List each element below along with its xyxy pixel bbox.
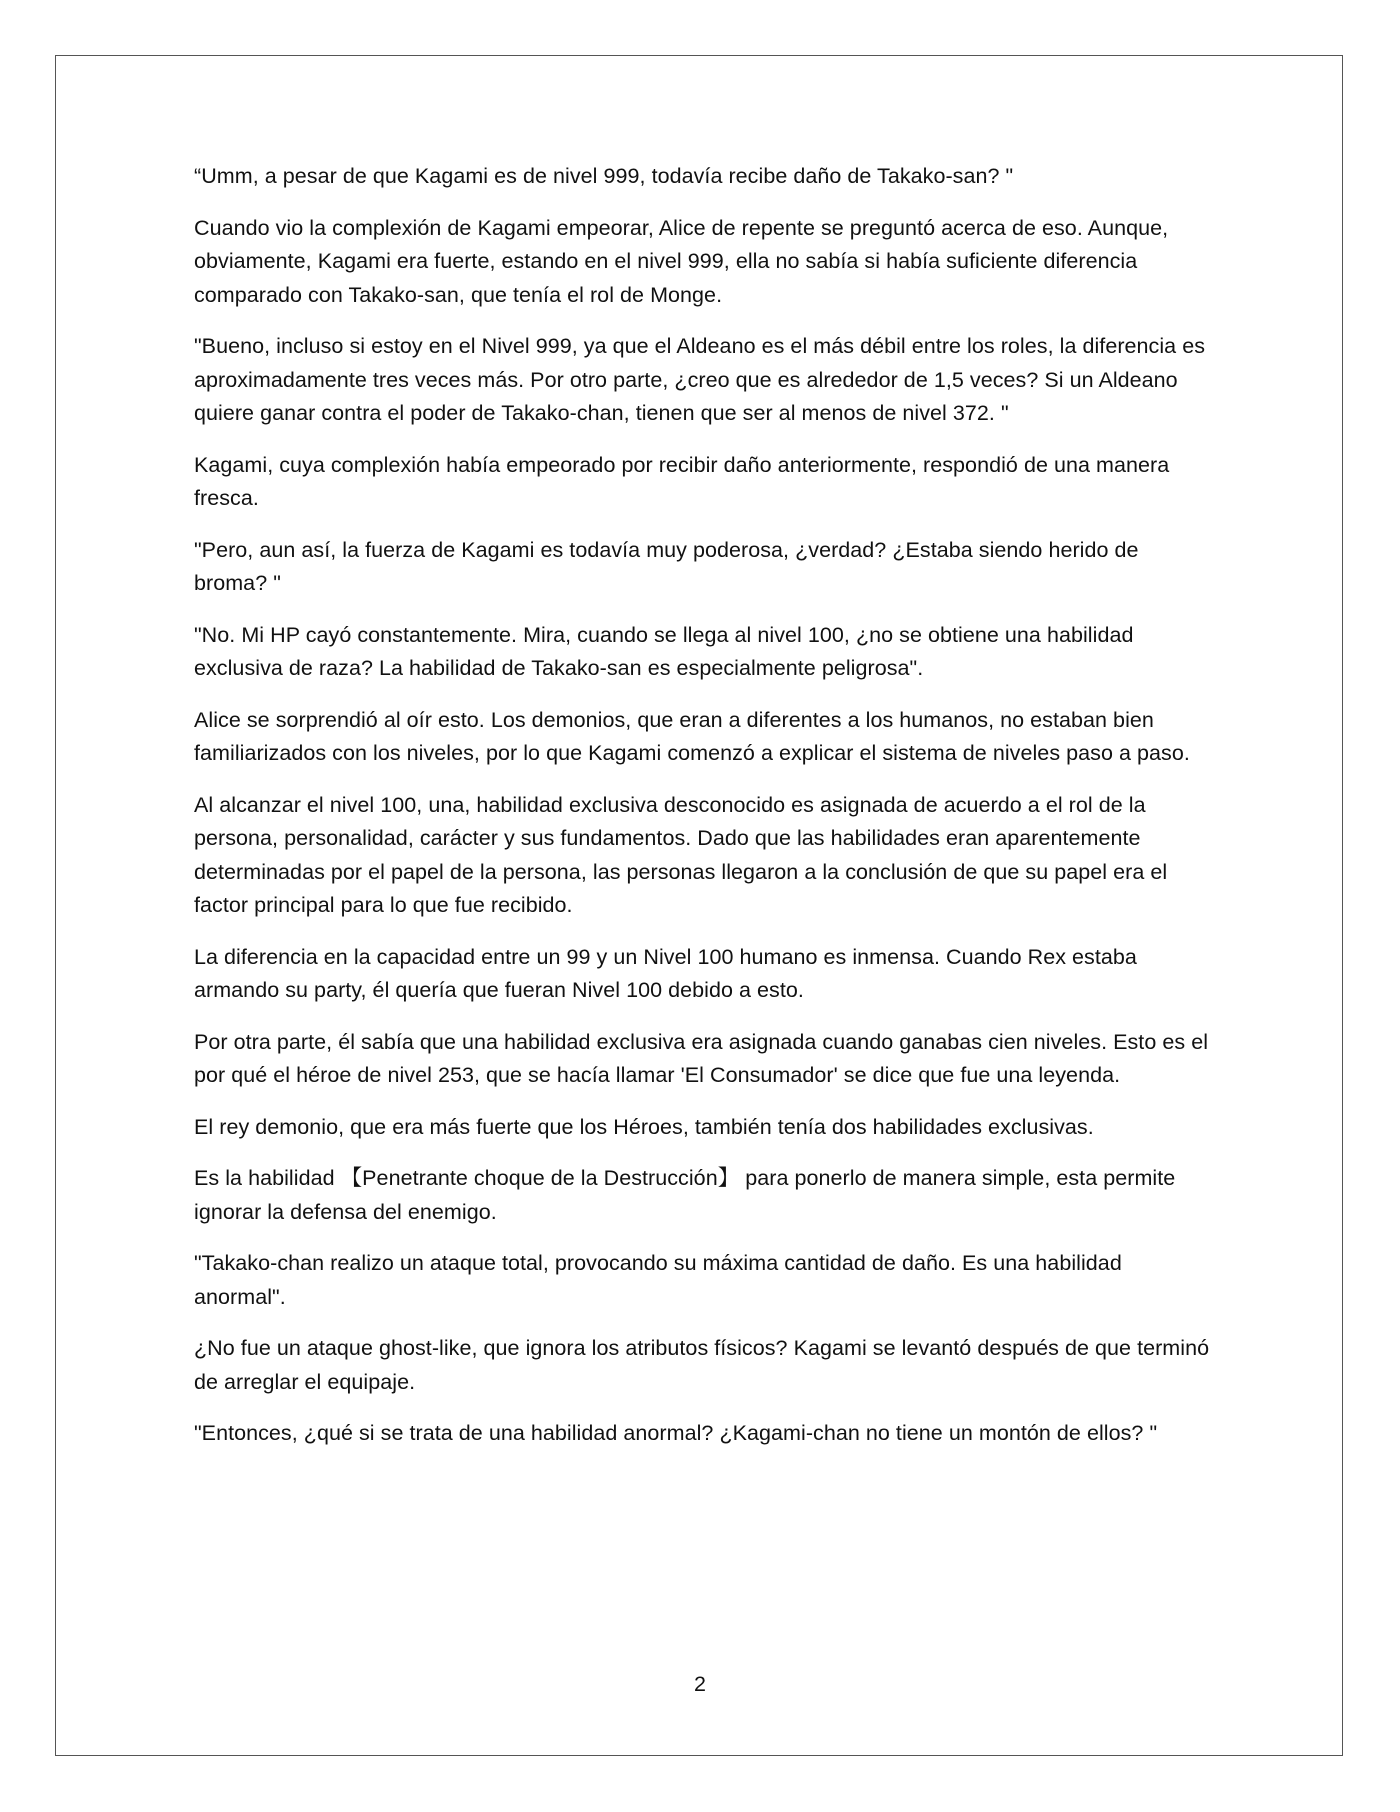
paragraph: Cuando vio la complexión de Kagami empeorar, Alice de repente se preguntó acerca de eso. Aunque, obviamente, Kagami era fuerte, estando en el nivel 999, ella no sabía si había suficiente diferencia comparado con Takako-san, que tenía el rol de Monge. — [194, 215, 1169, 307]
paragraph: "Bueno, incluso si estoy en el Nivel 999, ya que el Aldeano es el más débil entre los roles, la diferencia es aproximadamente tres veces más. Por otro parte, ¿creo que es alrededor de 1,5 veces? Si un Aldeano quiere ganar contra el poder de Takako-chan, tienen que ser al menos de nivel 372. " — [194, 334, 1206, 425]
paragraph: El rey demonio, que era más fuerte que los Héroes, también tenía dos habilidades exclusivas. — [194, 1114, 1094, 1139]
document-body — [194, 160, 1210, 1469]
paragraph: "Entonces, ¿qué si se trata de una habilidad anormal? ¿Kagami-chan no tiene un montón de ellos? " — [194, 1421, 1158, 1445]
paragraph: Por otra parte, él sabía que una habilidad exclusiva era asignada cuando ganabas cien niveles. Esto es el por qué el héroe de nivel 253, que se hacía llamar 'El Consumador' se dice que fue una leyenda. — [194, 1029, 1209, 1087]
paragraph: Al alcanzar el nivel 100, una, habilidad exclusiva desconocido es asignada de acuerdo a el rol de la persona, personalidad, carácter y sus fundamentos. Dado que las habilidades eran aparentemente determinadas por el papel de la persona, las personas llegaron a la conclusión de que su papel era el factor principal para lo que fue recibido. — [194, 792, 1168, 917]
paragraph: Alice se sorprendió al oír esto. Los demonios, que eran a diferentes a los humanos, no estaban bien familiarizados con los niveles, por lo que Kagami comenzó a explicar el sistema de niveles paso a paso. — [194, 707, 1190, 765]
paragraph: La diferencia en la capacidad entre un 99 y un Nivel 100 humano es inmensa. Cuando Rex estaba armando su party, él quería que fueran Nivel 100 debido a esto. — [194, 944, 1137, 1002]
paragraph: Es la habilidad 【Penetrante choque de la Destrucción】 para ponerlo de manera simple, esta permite ignorar la defensa del enemigo. — [194, 1166, 1176, 1224]
paragraph: "Pero, aun así, la fuerza de Kagami es todavía muy poderosa, ¿verdad? ¿Estaba siendo herido de broma? " — [194, 537, 1139, 595]
paragraph: “Umm, a pesar de que Kagami es de nivel 999, todavía recibe daño de Takako-san? " — [194, 164, 1014, 188]
paragraph: "Takako-chan realizo un ataque total, provocando su máxima cantidad de daño. Es una habilidad anormal". — [194, 1251, 1122, 1309]
paragraph: "No. Mi HP cayó constantemente. Mira, cuando se llega al nivel 100, ¿no se obtiene una habilidad exclusiva de raza? La habilidad de Takako-san es especialmente peligrosa". — [194, 622, 1134, 680]
page-number: 2 — [694, 1672, 706, 1696]
paragraph: Kagami, cuya complexión había empeorado por recibir daño anteriormente, respondió de una manera fresca. — [194, 452, 1170, 510]
paragraph: ¿No fue un ataque ghost-like, que ignora los atributos físicos? Kagami se levantó después de que terminó de arreglar el equipaje. — [194, 1336, 1210, 1394]
